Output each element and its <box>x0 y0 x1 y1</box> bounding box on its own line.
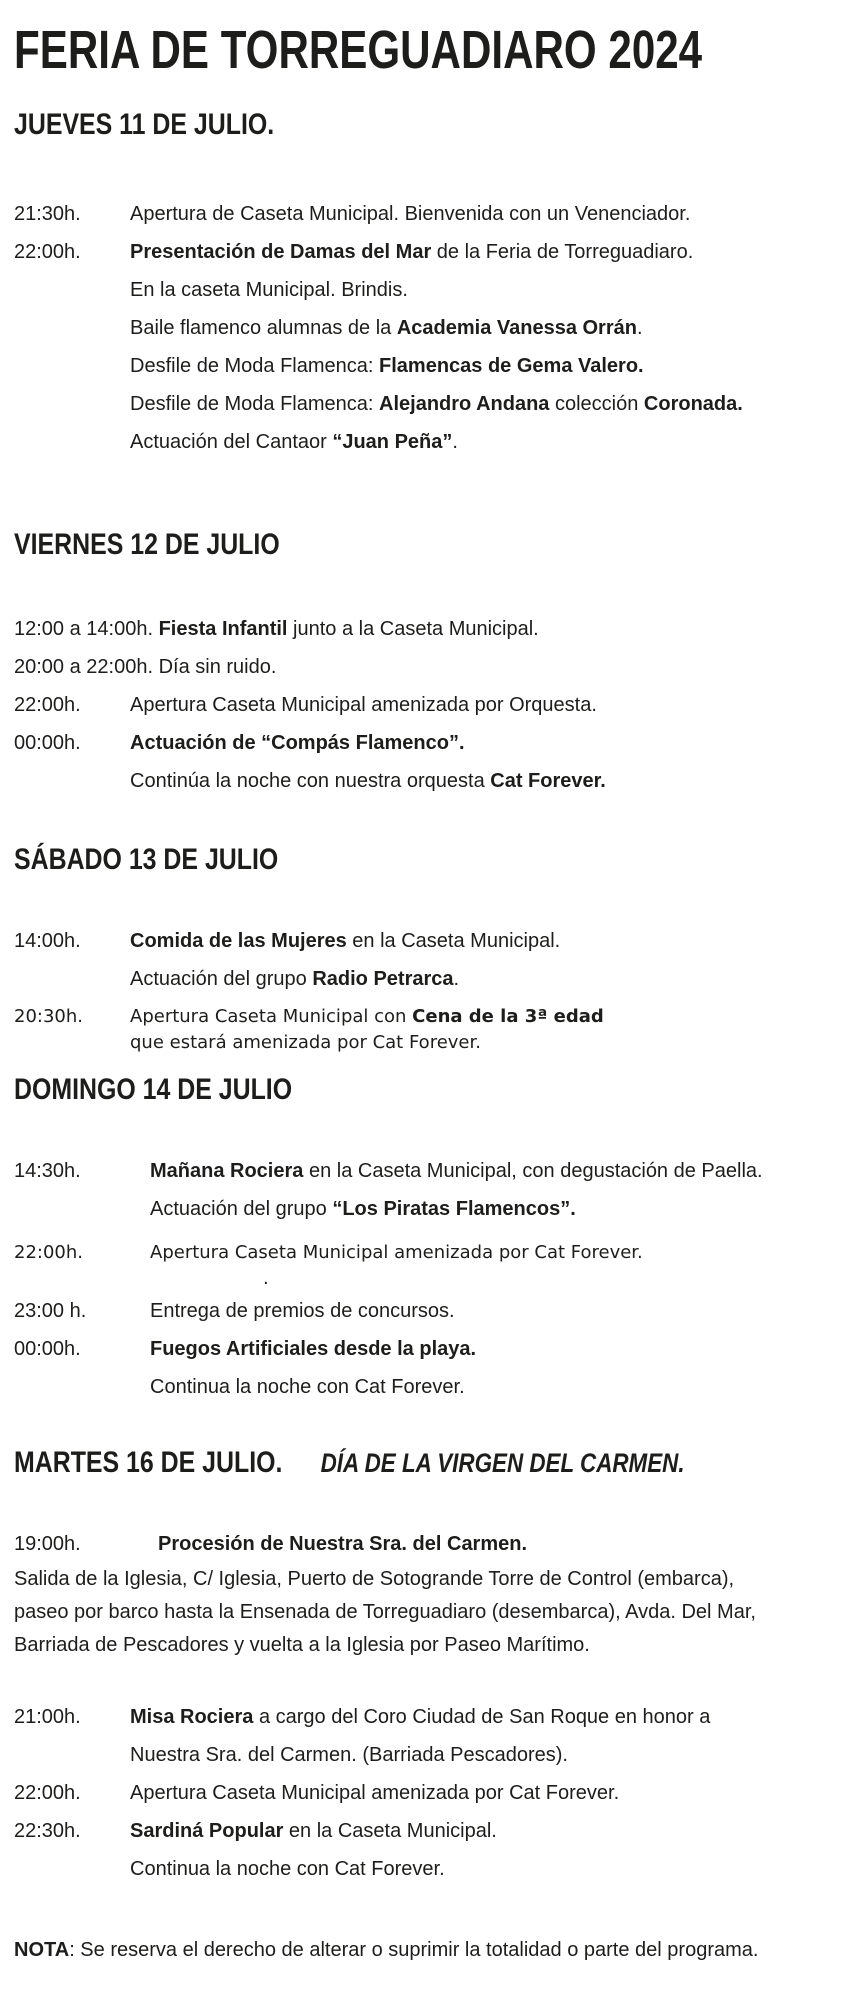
text-segment: Apertura de Caseta Municipal. Bienvenida con un Venenciador. <box>130 203 691 225</box>
event-time: 14:30h. <box>14 1160 81 1182</box>
event-line <box>14 1629 852 1662</box>
event-line <box>130 233 852 271</box>
text-segment: Actuación del Cantaor <box>130 431 333 453</box>
text-segment: En la caseta Municipal. Brindis. <box>130 279 408 301</box>
event-line <box>130 1774 852 1812</box>
day-heading-text: MARTES 16 DE JULIO. <box>14 1446 283 1479</box>
bold-segment: Radio Petrarca <box>312 968 454 990</box>
bold-segment: Cat Forever. <box>490 770 606 792</box>
text-segment: colección <box>549 393 644 415</box>
day-section <box>14 1448 852 1888</box>
bold-segment: Academia Vanessa Orrán <box>396 317 637 339</box>
day-section <box>14 1075 852 1406</box>
text-segment: Apertura Caseta Municipal amenizada por Orquesta. <box>130 694 597 716</box>
text-segment: Actuación del grupo <box>150 1198 333 1220</box>
event-list <box>14 1525 852 1888</box>
page-title: FERIA DE TORREGUADIARO 2024 <box>14 20 703 80</box>
event-time: 21:00h. <box>14 1706 81 1728</box>
event-line <box>130 1030 852 1056</box>
event-row <box>14 1774 852 1812</box>
text-segment: Continua la noche con Cat Forever. <box>150 1376 465 1398</box>
text-segment: Continua la noche con Cat Forever. <box>130 1858 445 1880</box>
bold-segment: “Los Piratas Flamencos”. <box>332 1198 576 1220</box>
event-time: 23:00 h. <box>14 1300 87 1322</box>
event-text <box>158 1525 852 1563</box>
event-line <box>150 1266 852 1292</box>
event-time: 22:00h. <box>14 1782 81 1804</box>
text-segment: paseo por barco hasta la Ensenada de Torreguadiaro (desembarca), Avda. Del Mar, <box>14 1601 756 1623</box>
event-time: 22:00h. <box>14 1242 84 1263</box>
event-text <box>130 1698 852 1774</box>
text-segment: Apertura Caseta Municipal amenizada por Cat Forever. <box>150 1242 643 1263</box>
day-heading <box>14 1075 710 1105</box>
day-heading <box>14 530 710 560</box>
event-line <box>14 1596 852 1629</box>
event-text <box>130 724 852 800</box>
program-note <box>14 1938 852 1963</box>
event-text <box>130 233 852 461</box>
event-text <box>130 1812 852 1888</box>
event-row <box>14 1240 852 1292</box>
text-segment: Desfile de Moda Flamenca: <box>130 393 380 415</box>
text-segment: en la Caseta Municipal. <box>283 1820 497 1842</box>
event-list <box>14 922 852 1056</box>
bold-segment: Comida de las Mujeres <box>130 930 347 952</box>
event-line <box>130 271 852 309</box>
event-text <box>130 195 852 233</box>
event-time: 21:30h. <box>14 203 81 225</box>
event-list <box>14 1152 852 1406</box>
event-line <box>14 610 852 648</box>
bold-segment: Coronada. <box>643 393 743 415</box>
event-row <box>14 233 852 461</box>
event-line <box>150 1292 852 1330</box>
text-segment: en la Caseta Municipal. <box>346 930 561 952</box>
bold-segment: Cena de la 3ª edad <box>412 1006 604 1027</box>
event-line <box>130 724 852 762</box>
event-text <box>150 1292 852 1330</box>
text-segment: Baile flamenco alumnas de la <box>130 317 397 339</box>
text-segment: 20:00 a 22:00h. Día sin ruido. <box>14 656 277 678</box>
day-heading-text: DOMINGO 14 DE JULIO <box>14 1073 293 1106</box>
day-section <box>14 530 852 800</box>
day-heading <box>14 1448 710 1478</box>
event-time: 19:00h. <box>14 1533 81 1555</box>
bold-segment: Flamencas de Gema Valero. <box>379 355 644 377</box>
event-row <box>14 1152 852 1228</box>
text-segment: . <box>452 431 458 453</box>
text-segment: . <box>453 968 460 990</box>
event-line <box>150 1368 852 1406</box>
event-line <box>150 1190 852 1228</box>
bold-segment: Fuegos Artificiales desde la playa. <box>150 1338 477 1360</box>
event-line <box>130 423 852 461</box>
event-text <box>130 686 852 724</box>
event-row <box>14 1525 852 1563</box>
text-segment: a cargo del Coro Ciudad de San Roque en honor a <box>253 1706 711 1728</box>
text-segment: Barriada de Pescadores y vuelta a la Iglesia por Paseo Marítimo. <box>14 1634 590 1656</box>
event-text <box>130 922 852 998</box>
event-time: 20:30h. <box>14 1006 84 1027</box>
bold-segment: Actuación de “Compás Flamenco”. <box>130 732 465 754</box>
day-heading-text: JUEVES 11 DE JULIO. <box>14 108 275 141</box>
event-line <box>130 1698 852 1736</box>
text-segment: Nuestra Sra. del Carmen. (Barriada Pescadores). <box>130 1744 568 1766</box>
event-line <box>130 309 852 347</box>
event-paragraph <box>14 610 852 648</box>
event-row <box>14 1812 852 1888</box>
bold-segment: Presentación de Damas del Mar <box>130 241 432 263</box>
event-row <box>14 724 852 800</box>
text-segment: . <box>263 1268 269 1289</box>
text-segment: . <box>636 317 643 339</box>
event-text <box>130 1004 852 1056</box>
bold-segment: “Juan Peña” <box>332 431 453 453</box>
day-heading-subtitle: DÍA DE LA VIRGEN DEL CARMEN. <box>320 1448 685 1478</box>
event-row <box>14 195 852 233</box>
event-time: 14:00h. <box>14 930 81 952</box>
text-segment: Apertura Caseta Municipal amenizada por Cat Forever. <box>130 1782 620 1804</box>
event-row <box>14 1292 852 1330</box>
bold-segment: Sardiná Popular <box>130 1820 284 1842</box>
event-row <box>14 922 852 998</box>
bold-segment: Alejandro Andana <box>379 393 550 415</box>
event-line <box>130 347 852 385</box>
text-segment: Desfile de Moda Flamenca: <box>130 355 380 377</box>
event-line <box>158 1525 852 1563</box>
text-segment: Apertura Caseta Municipal con <box>130 1006 413 1027</box>
event-time: 22:30h. <box>14 1820 81 1842</box>
bold-segment: Procesión de Nuestra Sra. del Carmen. <box>158 1533 528 1555</box>
bold-segment: Fiesta Infantil <box>158 618 288 640</box>
text-segment: Actuación del grupo <box>130 968 313 990</box>
event-line <box>150 1240 852 1266</box>
event-time: 00:00h. <box>14 1338 81 1360</box>
event-text <box>150 1330 852 1406</box>
event-line <box>130 922 852 960</box>
bold-segment: Misa Rociera <box>130 1706 254 1728</box>
event-row <box>14 1004 852 1056</box>
event-row <box>14 1330 852 1406</box>
event-line <box>150 1330 852 1368</box>
event-text <box>150 1240 852 1292</box>
text-segment: Salida de la Iglesia, C/ Iglesia, Puerto de Sotogrande Torre de Control (embarca), <box>14 1568 735 1590</box>
event-time: 22:00h. <box>14 241 81 263</box>
text-segment: que estará amenizada por Cat Forever. <box>130 1032 481 1053</box>
day-heading-text: VIERNES 12 DE JULIO <box>14 528 280 561</box>
day-section <box>14 110 852 461</box>
event-row <box>14 1698 852 1774</box>
day-section <box>14 845 852 1056</box>
text-segment: junto a la Caseta Municipal. <box>287 618 539 640</box>
event-line <box>130 960 852 998</box>
event-line <box>130 1812 852 1850</box>
event-line <box>14 1563 852 1596</box>
event-line <box>130 762 852 800</box>
text-segment: 12:00 a 14:00h. <box>14 618 159 640</box>
event-paragraph <box>14 648 852 686</box>
text-segment: Continúa la noche con nuestra orquesta <box>130 770 491 792</box>
event-list <box>14 195 852 461</box>
text-segment: en la Caseta Municipal, con degustación de Paella. <box>303 1160 763 1182</box>
day-heading <box>14 845 710 875</box>
event-list <box>14 610 852 800</box>
event-line <box>130 1850 852 1888</box>
note-text: : Se reserva el derecho de alterar o suprimir la totalidad o parte del programa. <box>69 1939 759 1961</box>
day-heading-text: SÁBADO 13 DE JULIO <box>14 843 279 876</box>
event-text <box>130 1774 852 1812</box>
event-line <box>130 1736 852 1774</box>
event-line <box>150 1152 852 1190</box>
day-heading <box>14 110 710 140</box>
event-row <box>14 686 852 724</box>
event-text <box>150 1152 852 1228</box>
event-line <box>14 648 852 686</box>
event-line <box>130 686 852 724</box>
bold-segment: Mañana Rociera <box>150 1160 304 1182</box>
event-time: 00:00h. <box>14 732 81 754</box>
schedule <box>14 110 852 1888</box>
event-line <box>130 385 852 423</box>
note-label: NOTA <box>14 1939 70 1961</box>
event-time: 22:00h. <box>14 694 81 716</box>
text-segment: de la Feria de Torreguadiaro. <box>431 241 694 263</box>
event-paragraph <box>14 1563 852 1662</box>
event-line <box>130 195 852 233</box>
event-line <box>130 1004 852 1030</box>
text-segment: Entrega de premios de concursos. <box>150 1300 455 1322</box>
